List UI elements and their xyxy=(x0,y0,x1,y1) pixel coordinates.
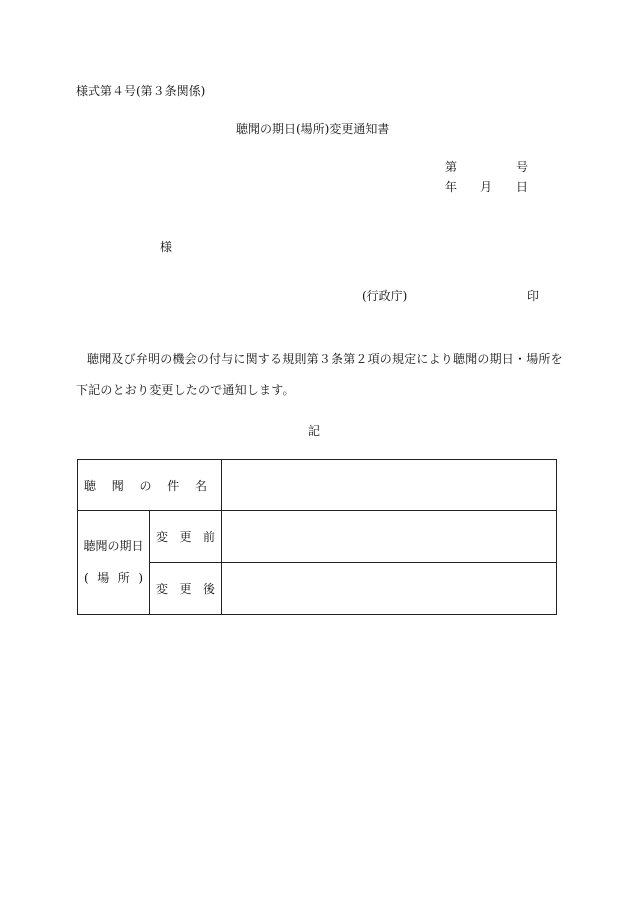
case-name-char: 名 xyxy=(195,478,208,493)
reference-number-prefix: 第 xyxy=(445,160,458,174)
seal-mark: 印 xyxy=(527,289,540,303)
body-text-line-1: 聴聞及び弁明の機会の付与に関する規則第３条第２項の規定により聴聞の期日・場所を xyxy=(87,352,563,366)
place-label-char: ( xyxy=(84,570,89,585)
place-label xyxy=(78,563,149,594)
case-name-char: 件 xyxy=(167,478,180,493)
case-name-label xyxy=(78,460,222,511)
form-number: 様式第４号(第３条関係) xyxy=(76,84,206,98)
place-label-char: 場 xyxy=(97,570,110,585)
sender-agency: (行政庁) xyxy=(362,289,408,303)
notice-table xyxy=(77,459,557,615)
ki-heading: 記 xyxy=(308,424,321,438)
date-month-label: 月 xyxy=(480,180,493,194)
after-char: 更 xyxy=(179,582,192,596)
after-change-label xyxy=(150,563,222,615)
after-change-value[interactable] xyxy=(222,563,557,615)
before-char: 変 xyxy=(156,530,169,544)
before-char: 前 xyxy=(203,530,216,544)
case-name-char: 聞 xyxy=(111,478,124,493)
after-char: 変 xyxy=(156,582,169,596)
case-name-char: の xyxy=(139,478,152,493)
addressee-honorific: 様 xyxy=(160,240,173,254)
place-label-char: 所 xyxy=(117,570,130,585)
date-day-label: 日 xyxy=(516,180,529,194)
body-text-line-2: 下記のとおり変更したので通知します。 xyxy=(76,383,295,397)
document-title: 聴聞の期日(場所)変更通知書 xyxy=(236,122,390,136)
place-label-char: ) xyxy=(138,570,143,585)
before-char: 更 xyxy=(179,530,192,544)
case-name-char: 聴 xyxy=(84,478,97,493)
date-year-label: 年 xyxy=(445,180,458,194)
before-change-value[interactable] xyxy=(222,511,557,563)
hearing-date-place-label xyxy=(78,511,150,615)
case-name-value[interactable] xyxy=(222,460,557,511)
hearing-date-label: 聴聞の期日 xyxy=(83,539,144,554)
after-char: 後 xyxy=(203,582,216,596)
reference-number-suffix: 号 xyxy=(516,160,529,174)
before-change-label xyxy=(150,511,222,563)
